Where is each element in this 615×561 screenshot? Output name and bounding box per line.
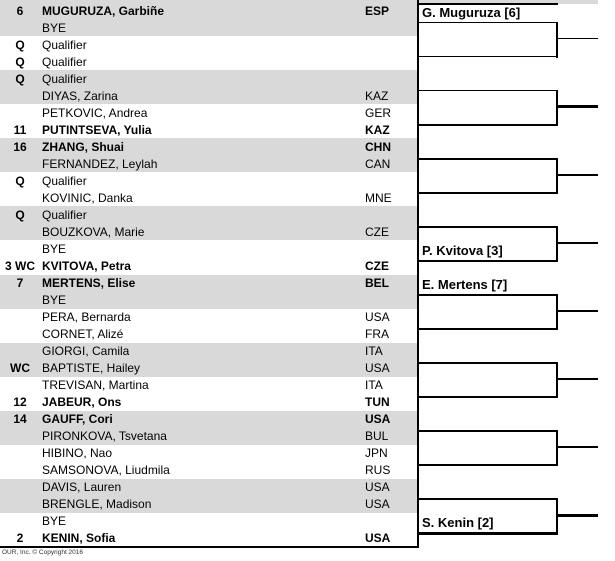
player-row [0, 36, 418, 53]
round2-line [418, 532, 558, 535]
player-name: BRENGLE, Madison [42, 497, 152, 512]
player-name: ZHANG, Shuai [42, 139, 125, 154]
quarterfinal-line [558, 174, 598, 176]
seed-cell: Q [15, 71, 25, 86]
player-row [0, 513, 418, 530]
country-code: GER [365, 105, 392, 120]
player-name: KVITOVA, Petra [42, 258, 131, 273]
country-code: MNE [365, 190, 392, 205]
connector-line [556, 362, 558, 398]
country-code: USA [365, 480, 390, 495]
player-name: GIORGI, Camila [42, 344, 130, 359]
player-name: PUTINTSEVA, Yulia [42, 122, 152, 137]
player-name: TREVISAN, Martina [42, 378, 149, 393]
player-row [0, 479, 418, 496]
country-code: CAN [365, 156, 391, 171]
player-name: PETKOVIC, Andrea [42, 105, 148, 120]
country-code: ESP [365, 3, 390, 18]
player-name: Qualifier [42, 173, 87, 188]
round2-line [418, 464, 558, 466]
player-name: SAMSONOVA, Liudmila [42, 463, 170, 478]
seed-cell: 14 [13, 412, 27, 427]
player-row [0, 496, 418, 513]
player-row [0, 53, 418, 70]
country-code: TUN [365, 395, 390, 410]
country-code: ITA [365, 378, 383, 393]
country-code: KAZ [365, 122, 390, 137]
round2-line [418, 498, 558, 500]
quarterfinal-line [558, 310, 598, 312]
player-name: BYE [42, 514, 67, 529]
round2-line [418, 294, 558, 296]
player-name: BYE [42, 241, 67, 256]
player-row [0, 530, 418, 547]
player-row [0, 121, 418, 138]
connector-line [556, 22, 558, 58]
player-row [0, 309, 418, 326]
player-row [0, 155, 418, 172]
country-code: JPN [365, 446, 388, 461]
country-code: CZE [365, 258, 389, 273]
seed-cell: 2 [16, 531, 24, 546]
country-code: USA [365, 497, 390, 512]
country-code: USA [365, 531, 391, 546]
quarterfinal-line [558, 378, 598, 380]
player-row [0, 445, 418, 462]
player-name: DAVIS, Lauren [42, 480, 122, 495]
copyright-footer: OUR, Inc. © Copyright 2016 [2, 549, 84, 556]
player-row [0, 275, 418, 292]
round2-line [418, 90, 558, 92]
quarterfinal-line [558, 38, 598, 40]
round2-line [418, 56, 558, 58]
round2-winner-label: E. Mertens [7] [422, 277, 508, 293]
round2-line [418, 396, 558, 398]
quarterfinal-line [558, 514, 598, 517]
round2-line [418, 328, 558, 330]
country-code: USA [365, 361, 390, 376]
seed-cell: Q [15, 207, 25, 222]
player-row [0, 394, 418, 411]
country-code: CHN [365, 139, 391, 154]
player-name: KENIN, Sofia [42, 531, 116, 546]
player-row [0, 360, 418, 377]
seed-cell: Q [15, 173, 25, 188]
player-row [0, 377, 418, 394]
round2-line [418, 158, 558, 160]
player-name: MERTENS, Elise [42, 276, 136, 291]
player-row [0, 172, 418, 189]
player-name: Qualifier [42, 207, 87, 222]
seed-cell: 11 [13, 122, 27, 137]
player-name: BYE [42, 293, 67, 308]
round2-line [418, 260, 558, 262]
table-bottom-border [0, 546, 419, 548]
player-name: MUGURUZA, Garbiñe [42, 3, 165, 18]
player-row [0, 2, 418, 19]
country-code: BUL [365, 429, 389, 444]
quarterfinal-line [558, 242, 598, 244]
seed-cell: Q [15, 37, 25, 52]
player-name: CORNET, Alizé [42, 327, 124, 342]
player-row [0, 240, 418, 257]
seed-cell: 16 [13, 139, 27, 154]
quarterfinal-line [558, 105, 598, 108]
connector-line [556, 226, 558, 262]
round2-line [418, 124, 558, 126]
player-row [0, 257, 418, 274]
player-row [0, 326, 418, 343]
player-name: BYE [42, 20, 67, 35]
player-name: PIRONKOVA, Tsvetana [42, 429, 167, 444]
player-row [0, 292, 418, 309]
country-code: USA [365, 310, 390, 325]
player-name: BOUZKOVA, Marie [42, 224, 145, 239]
player-name: FERNANDEZ, Leylah [42, 156, 158, 171]
round2-line [418, 192, 558, 194]
player-row [0, 428, 418, 445]
seed-cell: 3 WC [5, 258, 35, 273]
player-row [0, 19, 418, 36]
round2-line [418, 226, 558, 228]
round2-winner-label: S. Kenin [2] [422, 515, 494, 531]
player-row [0, 189, 418, 206]
player-name: Qualifier [42, 37, 87, 52]
seed-cell: 7 [16, 276, 24, 291]
player-name: BAPTISTE, Hailey [42, 361, 141, 376]
round2-winner-label: G. Muguruza [6] [422, 4, 521, 20]
seed-cell: 6 [16, 3, 24, 18]
player-name: PERA, Bernarda [42, 310, 131, 325]
country-code: KAZ [365, 88, 389, 103]
round2-line [418, 430, 558, 432]
seed-cell: Q [15, 54, 25, 69]
player-name: Qualifier [42, 71, 87, 86]
country-code: USA [365, 412, 391, 427]
country-code: CZE [365, 224, 389, 239]
player-row [0, 87, 418, 104]
player-row [0, 223, 418, 240]
player-name: DIYAS, Zarina [42, 88, 118, 103]
player-row [0, 411, 418, 428]
player-row [0, 104, 418, 121]
country-code: BEL [365, 276, 389, 291]
player-name: HIBINO, Nao [42, 446, 113, 461]
player-row [0, 206, 418, 223]
round2-line [418, 22, 558, 24]
player-name: JABEUR, Ons [42, 395, 122, 410]
seed-cell: WC [10, 361, 30, 376]
player-name: KOVINIC, Danka [42, 190, 133, 205]
round2-line [418, 362, 558, 364]
round2-winner-label: P. Kvitova [3] [422, 242, 503, 258]
connector-line [556, 158, 558, 194]
seed-cell: 12 [13, 395, 27, 410]
player-row [0, 343, 418, 360]
player-name: Qualifier [42, 54, 87, 69]
quarterfinal-line [558, 446, 598, 448]
country-code: ITA [365, 344, 383, 359]
player-row [0, 462, 418, 479]
player-name: GAUFF, Cori [42, 412, 113, 427]
connector-line [556, 294, 558, 330]
player-row [0, 70, 418, 87]
player-row [0, 138, 418, 155]
connector-line [556, 430, 558, 466]
country-code: FRA [365, 327, 389, 342]
country-code: RUS [365, 463, 391, 478]
